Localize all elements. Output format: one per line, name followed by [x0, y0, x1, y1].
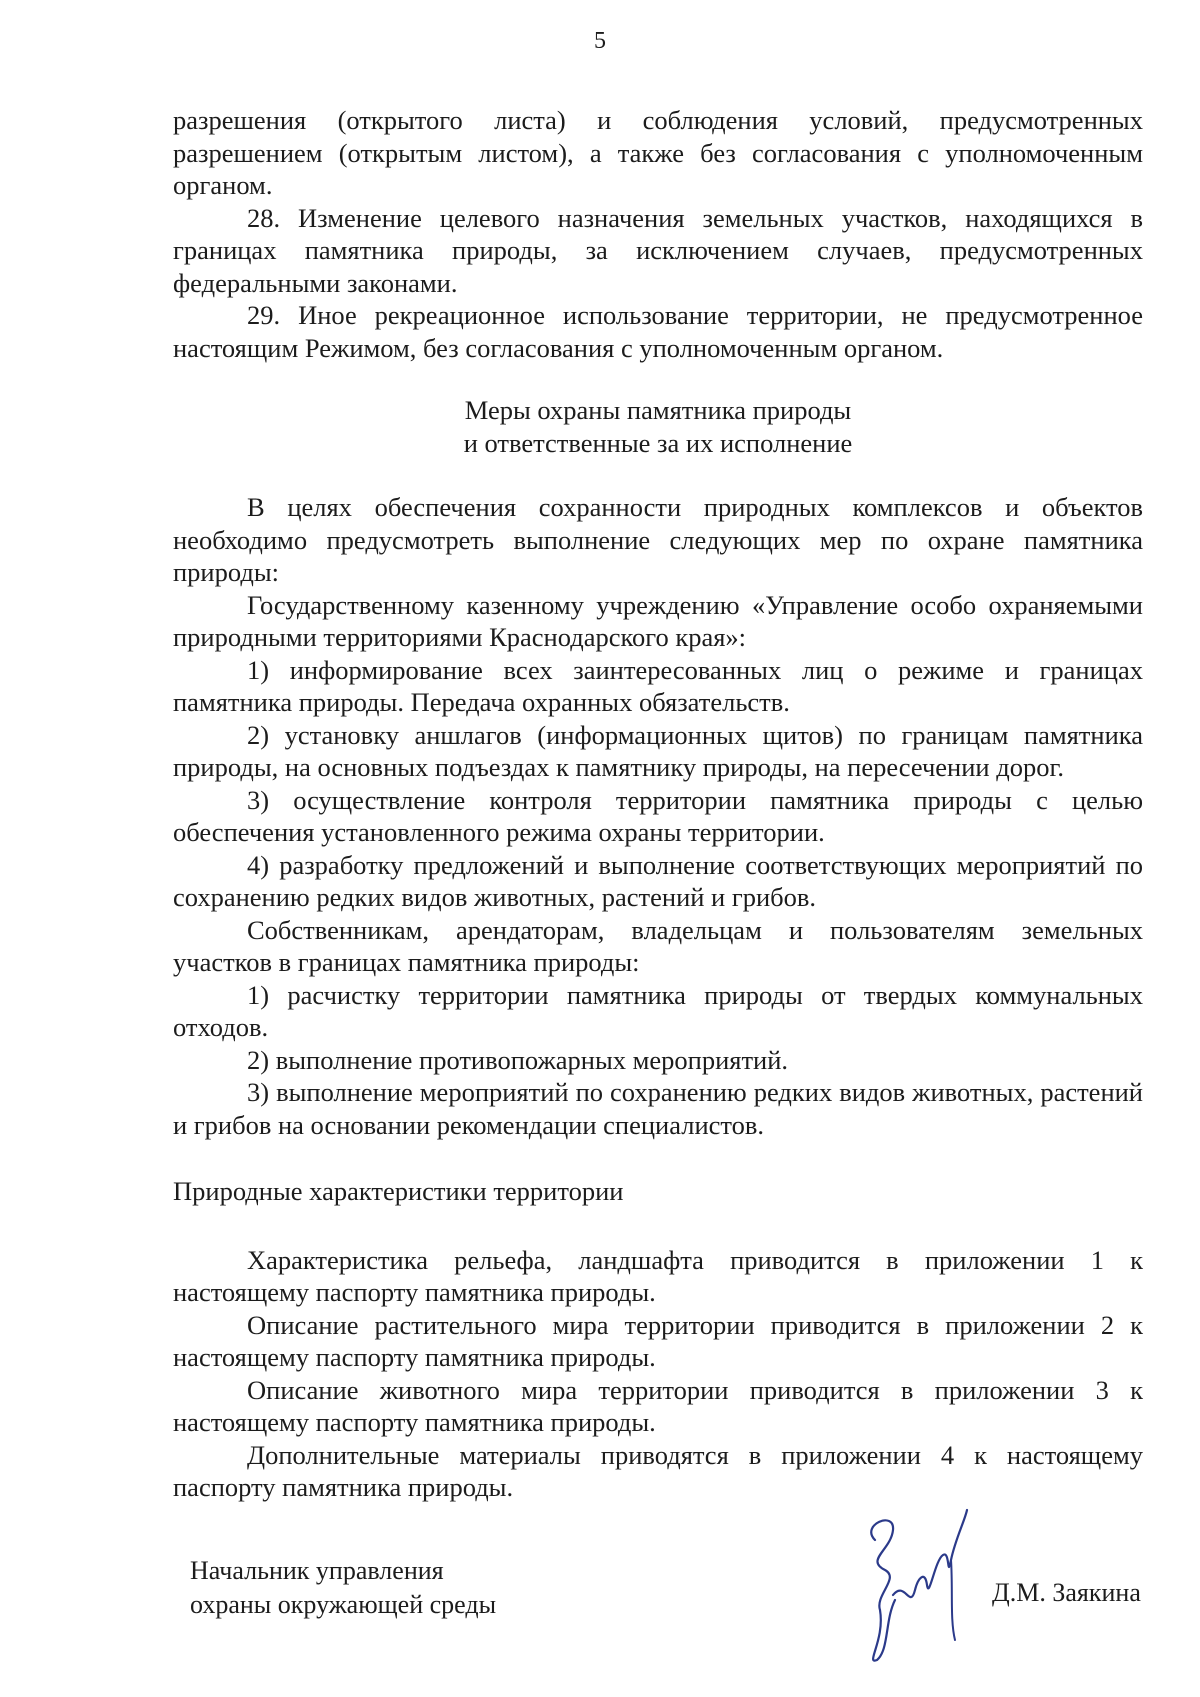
- paragraph: В целях обеспечения сохранности природных комплексов и объектов необходимо предусмотреть выполнение следующих мер по охране памятника природы:: [173, 492, 1143, 587]
- list-item: 2) выполнение противопожарных мероприятий.: [247, 1044, 789, 1075]
- page-number: 5: [594, 28, 606, 54]
- list-item: 3) выполнение мероприятий по сохранению редких видов животных, растений и грибов на основании рекомендации специалистов.: [173, 1077, 1143, 1140]
- section-heading-line: Меры охраны памятника природы: [464, 395, 852, 425]
- paragraph-continuation: разрешения (открытого листа) и соблюдения условий, предусмотренных разрешением (открытым листом), а также без согласования с уполномоченным органом.: [173, 105, 1143, 200]
- signer-title: [190, 1554, 496, 1622]
- signer-title-line: Начальник управления: [190, 1556, 444, 1585]
- list-item: 4) разработку предложений и выполнение соответствующих мероприятий по сохранению редких видов животных, растений и грибов.: [173, 849, 1143, 912]
- list-item: 2) установку аншлагов (информационных щитов) по границам памятника природы, на основных подъездах к памятнику природы, на пересечении дорог.: [173, 719, 1143, 782]
- list-item: 1) информирование всех заинтересованных лиц о режиме и границах памятника природы. Передача охранных обязательств.: [173, 654, 1143, 717]
- paragraph-item-29: 29. Иное рекреационное использование территории, не предусмотренное настоящим Режимом, без согласования с уполномоченным органом.: [173, 300, 1143, 363]
- paragraph: Описание животного мира территории приводится в приложении 3 к настоящему паспорту памятника природы.: [173, 1374, 1143, 1437]
- paragraph: Собственникам, арендаторам, владельцам и пользователям земельных участков в границах памятника природы:: [173, 914, 1143, 977]
- list-item: 1) расчистку территории памятника природы от твердых коммунальных отходов.: [173, 979, 1143, 1042]
- paragraph: Описание растительного мира территории приводится в приложении 2 к настоящему паспорту памятника природы.: [173, 1309, 1143, 1372]
- handwritten-signature: [855, 1500, 985, 1670]
- section-heading-line: и ответственные за их исполнение: [463, 427, 853, 458]
- section-heading-protection-measures: [173, 394, 1143, 459]
- paragraph-item-28: 28. Изменение целевого назначения земельных участков, находящихся в границах памятника природы, за исключением случаев, предусмотренных федеральными законами.: [173, 202, 1143, 298]
- paragraph: Характеристика рельефа, ландшафта приводится в приложении 1 к настоящему паспорту памятника природы.: [173, 1244, 1143, 1307]
- signer-name: Д.М. Заякина: [992, 1578, 1141, 1607]
- signer-title-line: охраны окружающей среды: [190, 1590, 497, 1619]
- paragraph: Государственному казенному учреждению «Управление особо охраняемыми природными территориями Краснодарского края»:: [173, 589, 1143, 652]
- list-item: 3) осуществление контроля территории памятника природы с целью обеспечения установленного режима охраны территории.: [173, 784, 1143, 847]
- document-body: [173, 104, 1143, 1504]
- section-heading-natural-characteristics: Природные характеристики территории: [173, 1176, 624, 1206]
- paragraph: Дополнительные материалы приводятся в приложении 4 к настоящему паспорту памятника природы.: [173, 1439, 1143, 1502]
